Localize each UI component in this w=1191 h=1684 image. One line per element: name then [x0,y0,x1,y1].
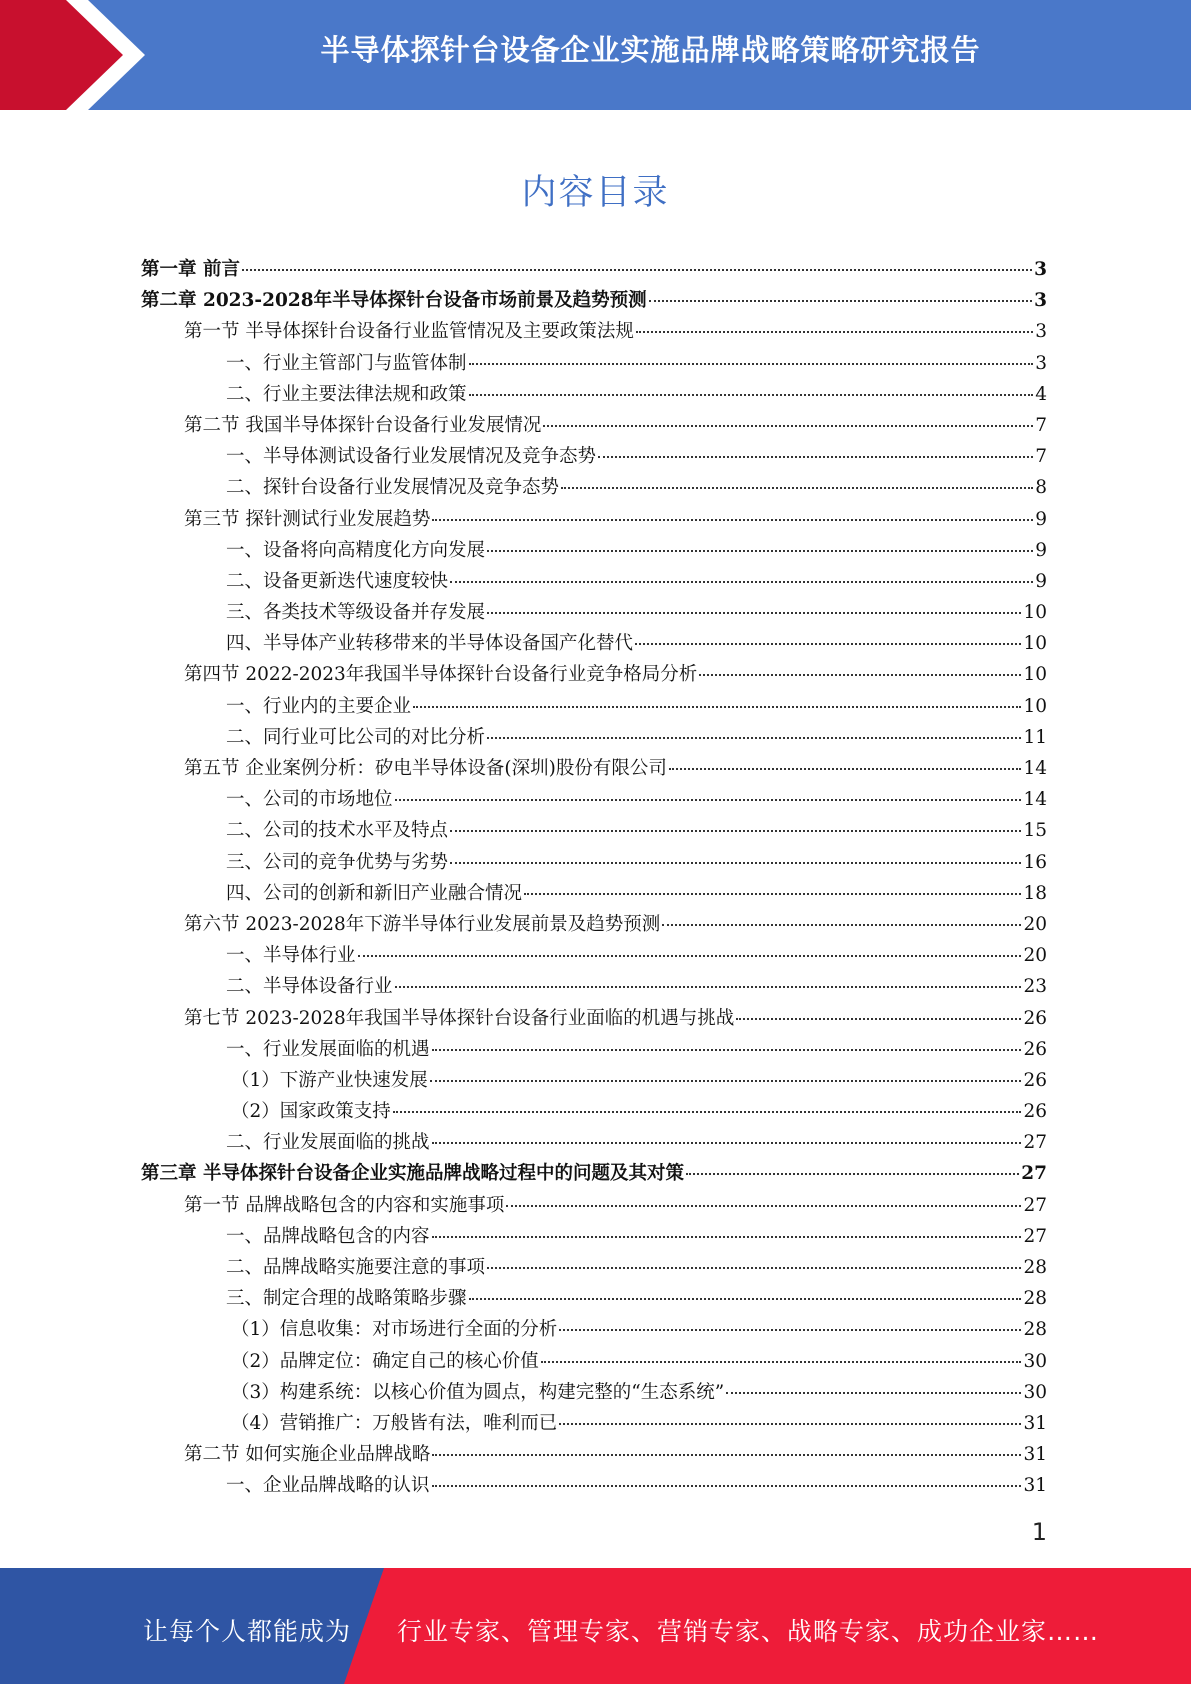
footer-slogan-right: 行业专家、管理专家、营销专家、战略专家、成功企业家…… [397,1617,1100,1646]
toc-entry-title: 第一章 前言 [141,259,240,280]
toc-entry[interactable] [141,597,1047,628]
toc-leader-dots [432,1236,1022,1238]
toc-entry-page: 3 [1034,259,1047,280]
toc-entry-page: 14 [1023,758,1047,779]
toc-entry-title: 四、公司的创新和新旧产业融合情况 [226,882,523,904]
toc-leader-dots [469,394,1034,396]
toc-entry[interactable] [141,285,1047,316]
toc-entry-title: （1）信息收集：对市场进行全面的分析 [231,1319,558,1341]
toc-entry-page: 31 [1023,1444,1047,1466]
toc-leader-dots [669,768,1022,770]
toc-entry-page: 10 [1023,602,1047,624]
toc-entry-page: 18 [1023,882,1047,904]
toc-entry[interactable] [141,878,1047,909]
toc-entry-page: 23 [1023,976,1047,998]
toc-entry-title: 二、同行业可比公司的对比分析 [226,726,486,748]
toc-entry[interactable] [141,784,1047,815]
toc-entry-page: 8 [1035,477,1047,499]
toc-entry-page: 30 [1023,1381,1047,1403]
toc-entry[interactable] [141,1190,1047,1221]
toc-entry[interactable] [141,1470,1047,1501]
toc-entry-title: 第一节 半导体探针台设备行业监管情况及主要政策法规 [184,321,634,343]
toc-leader-dots [450,862,1021,864]
toc-entry-title: （4）营销推广：万般皆有法，唯利而已 [231,1412,558,1434]
toc-leader-dots [432,1049,1022,1051]
toc-entry-page: 10 [1023,695,1047,717]
toc-entry-title: 二、行业主要法律法规和政策 [226,383,467,405]
toc-leader-dots [559,1423,1021,1425]
toc-entry[interactable] [141,254,1047,285]
toc-entry-page: 30 [1023,1350,1047,1372]
toc-entry-title: 第二节 我国半导体探针台设备行业发展情况 [184,414,542,436]
toc-entry-title: 一、品牌战略包含的内容 [226,1225,430,1247]
toc-entry[interactable] [141,847,1047,878]
toc-entry-page: 9 [1035,570,1047,592]
toc-entry[interactable] [141,940,1047,971]
toc-leader-dots [487,612,1021,614]
toc-entry[interactable] [141,1408,1047,1439]
toc-entry[interactable] [141,566,1047,597]
toc-entry[interactable] [141,472,1047,503]
toc-entry-title: 二、半导体设备行业 [226,976,393,998]
toc-leader-dots [686,1173,1019,1175]
toc-leader-dots [358,955,1022,957]
toc-entry-page: 9 [1035,508,1047,530]
toc-entry[interactable] [141,441,1047,472]
toc-leader-dots [487,737,1021,739]
header-banner [0,0,1191,110]
toc-entry-page: 26 [1023,1038,1047,1060]
toc-entry-title: （2）品牌定位：确定自己的核心价值 [231,1350,539,1372]
toc-entry[interactable] [141,1034,1047,1065]
toc-entry-title: 一、公司的市场地位 [226,789,393,811]
toc-entry-title: 第一节 品牌战略包含的内容和实施事项 [184,1194,505,1216]
toc-entry[interactable] [141,410,1047,441]
toc-entry-title: 一、设备将向高精度化方向发展 [226,539,486,561]
toc-entry-page: 27 [1023,1225,1047,1247]
toc-entry-title: 第七节 2023-2028年我国半导体探针台设备行业面临的机遇与挑战 [184,1007,735,1029]
toc-leader-dots [393,1111,1022,1113]
toc-entry[interactable] [141,971,1047,1002]
toc-entry[interactable] [141,1221,1047,1252]
toc-entry[interactable] [141,753,1047,784]
toc-entry-page: 3 [1035,321,1047,343]
toc-entry-page: 20 [1023,945,1047,967]
toc-leader-dots [395,799,1022,801]
toc-entry[interactable] [141,722,1047,753]
toc-entry[interactable] [141,316,1047,347]
toc-leader-dots [662,924,1021,926]
toc-entry[interactable] [141,1377,1047,1408]
toc-heading: 内容目录 [521,173,670,213]
toc-leader-dots [469,363,1034,365]
toc-leader-dots [395,986,1022,988]
toc-leader-dots [450,581,1033,583]
toc-leader-dots [598,456,1033,458]
toc-entry-title: 一、行业主管部门与监管体制 [226,352,467,374]
toc-entry[interactable] [141,815,1047,846]
toc-entry-title: 三、制定合理的战略策略步骤 [226,1288,467,1310]
toc-leader-dots [469,1298,1022,1300]
report-title: 半导体探针台设备企业实施品牌战略策略研究报告 [320,33,981,67]
toc-entry[interactable] [141,1439,1047,1470]
toc-entry-title: 第二节 如何实施企业品牌战略 [184,1444,431,1466]
toc-entry-page: 7 [1035,446,1047,468]
toc-entry-title: （3）构建系统：以核心价值为圆点，构建完整的“生态系统” [231,1381,725,1403]
toc-leader-dots [699,674,1021,676]
toc-entry-title: 一、行业发展面临的机遇 [226,1038,430,1060]
toc-entry[interactable] [141,1314,1047,1345]
toc-entry[interactable] [141,1283,1047,1314]
toc-leader-dots [432,1454,1021,1456]
toc-leader-dots [726,1392,1021,1394]
toc-entry-title: 一、行业内的主要企业 [226,695,412,717]
toc-entry-title: 二、探针台设备行业发展情况及竞争态势 [226,477,560,499]
toc-entry-page: 31 [1023,1412,1047,1434]
toc-entry-page: 3 [1035,352,1047,374]
toc-leader-dots [506,1205,1021,1207]
toc-entry[interactable] [141,504,1047,535]
toc-entry-title: 一、半导体测试设备行业发展情况及竞争态势 [226,446,597,468]
toc-entry-title: 一、企业品牌战略的认识 [226,1475,430,1497]
toc-entry-title: （2）国家政策支持 [231,1101,391,1123]
toc-entry-page: 27 [1023,1132,1047,1154]
toc-entry-page: 26 [1023,1007,1047,1029]
toc-entry-page: 14 [1023,789,1047,811]
toc-entry-title: 二、设备更新迭代速度较快 [226,570,449,592]
toc-leader-dots [541,1361,1022,1363]
toc-leader-dots [487,550,1033,552]
footer-banner [0,1568,1191,1684]
toc-leader-dots [487,1267,1021,1269]
toc-entry-title: 三、各类技术等级设备并存发展 [226,602,486,624]
toc-leader-dots [559,1329,1021,1331]
toc-entry-title: （1）下游产业快速发展 [231,1069,428,1091]
toc-entry-page: 27 [1021,1163,1047,1185]
toc-entry-page: 10 [1023,664,1047,686]
toc-entry-page: 28 [1023,1257,1047,1278]
toc-entry[interactable] [141,379,1047,410]
toc-leader-dots [561,487,1033,489]
toc-entry[interactable] [141,1127,1047,1158]
toc-leader-dots [432,1485,1022,1487]
toc-leader-dots [636,331,1033,333]
toc-entry-page: 9 [1035,539,1047,561]
toc-entry-page: 11 [1023,726,1047,748]
toc-leader-dots [635,643,1021,645]
toc-entry-page: 15 [1023,820,1047,842]
toc-entry-page: 3 [1034,290,1047,312]
toc-entry[interactable] [141,909,1047,940]
toc-entry[interactable] [141,1346,1047,1377]
toc-entry-title: 第三节 探针测试行业发展趋势 [184,508,431,530]
toc-entry[interactable] [141,659,1047,690]
footer-slogan-left: 让每个人都能成为 [143,1617,352,1646]
toc-entry-page: 26 [1023,1069,1047,1091]
toc-entry-page: 10 [1023,633,1047,655]
toc-entry-title: 第三章 半导体探针台设备企业实施品牌战略过程中的问题及其对策 [141,1163,684,1185]
toc-leader-dots [432,1142,1022,1144]
toc-entry-title: 第五节 企业案例分析：矽电半导体设备(深圳)股份有限公司 [184,758,667,779]
toc-leader-dots [430,1080,1022,1082]
toc-entry-title: 四、半导体产业转移带来的半导体设备国产化替代 [226,633,634,655]
toc-leader-dots [242,269,1032,271]
toc-leader-dots [450,830,1021,832]
toc-entry-title: 三、公司的竞争优势与劣势 [226,851,449,873]
toc-entry[interactable] [141,1158,1047,1189]
toc-entry[interactable] [141,1252,1047,1283]
toc-entry-title: 二、行业发展面临的挑战 [226,1132,430,1154]
toc-entry-page: 16 [1023,851,1047,873]
toc-entry-title: 第二章 2023-2028年半导体探针台设备市场前景及趋势预测 [141,290,647,312]
toc-entry-title: 一、半导体行业 [226,945,356,967]
toc-entry-page: 4 [1035,383,1047,405]
toc-leader-dots [413,706,1021,708]
toc-entry-page: 28 [1023,1288,1047,1310]
toc-entry-page: 20 [1023,913,1047,935]
toc-entry-page: 31 [1023,1475,1047,1497]
page-number: 1 [1031,1518,1047,1546]
toc-entry-title: 第四节 2022-2023年我国半导体探针台设备行业竞争格局分析 [184,664,698,686]
toc-list [141,254,1047,1502]
toc-leader-dots [524,893,1021,895]
toc-leader-dots [543,425,1033,427]
toc-entry[interactable] [141,691,1047,722]
toc-entry[interactable] [141,1065,1047,1096]
toc-entry[interactable] [141,348,1047,379]
toc-entry-title: 第六节 2023-2028年下游半导体行业发展前景及趋势预测 [184,913,661,935]
toc-entry-page: 7 [1035,414,1047,436]
toc-entry[interactable] [141,1003,1047,1034]
toc-leader-dots [649,300,1033,302]
toc-entry-page: 26 [1023,1101,1047,1123]
toc-entry-title: 二、公司的技术水平及特点 [226,820,449,842]
toc-entry-page: 28 [1023,1319,1047,1341]
toc-entry[interactable] [141,535,1047,566]
toc-entry-title: 二、品牌战略实施要注意的事项 [226,1257,486,1278]
toc-leader-dots [736,1018,1021,1020]
toc-entry[interactable] [141,628,1047,659]
toc-leader-dots [432,519,1033,521]
toc-entry-page: 27 [1023,1194,1047,1216]
toc-entry[interactable] [141,1096,1047,1127]
